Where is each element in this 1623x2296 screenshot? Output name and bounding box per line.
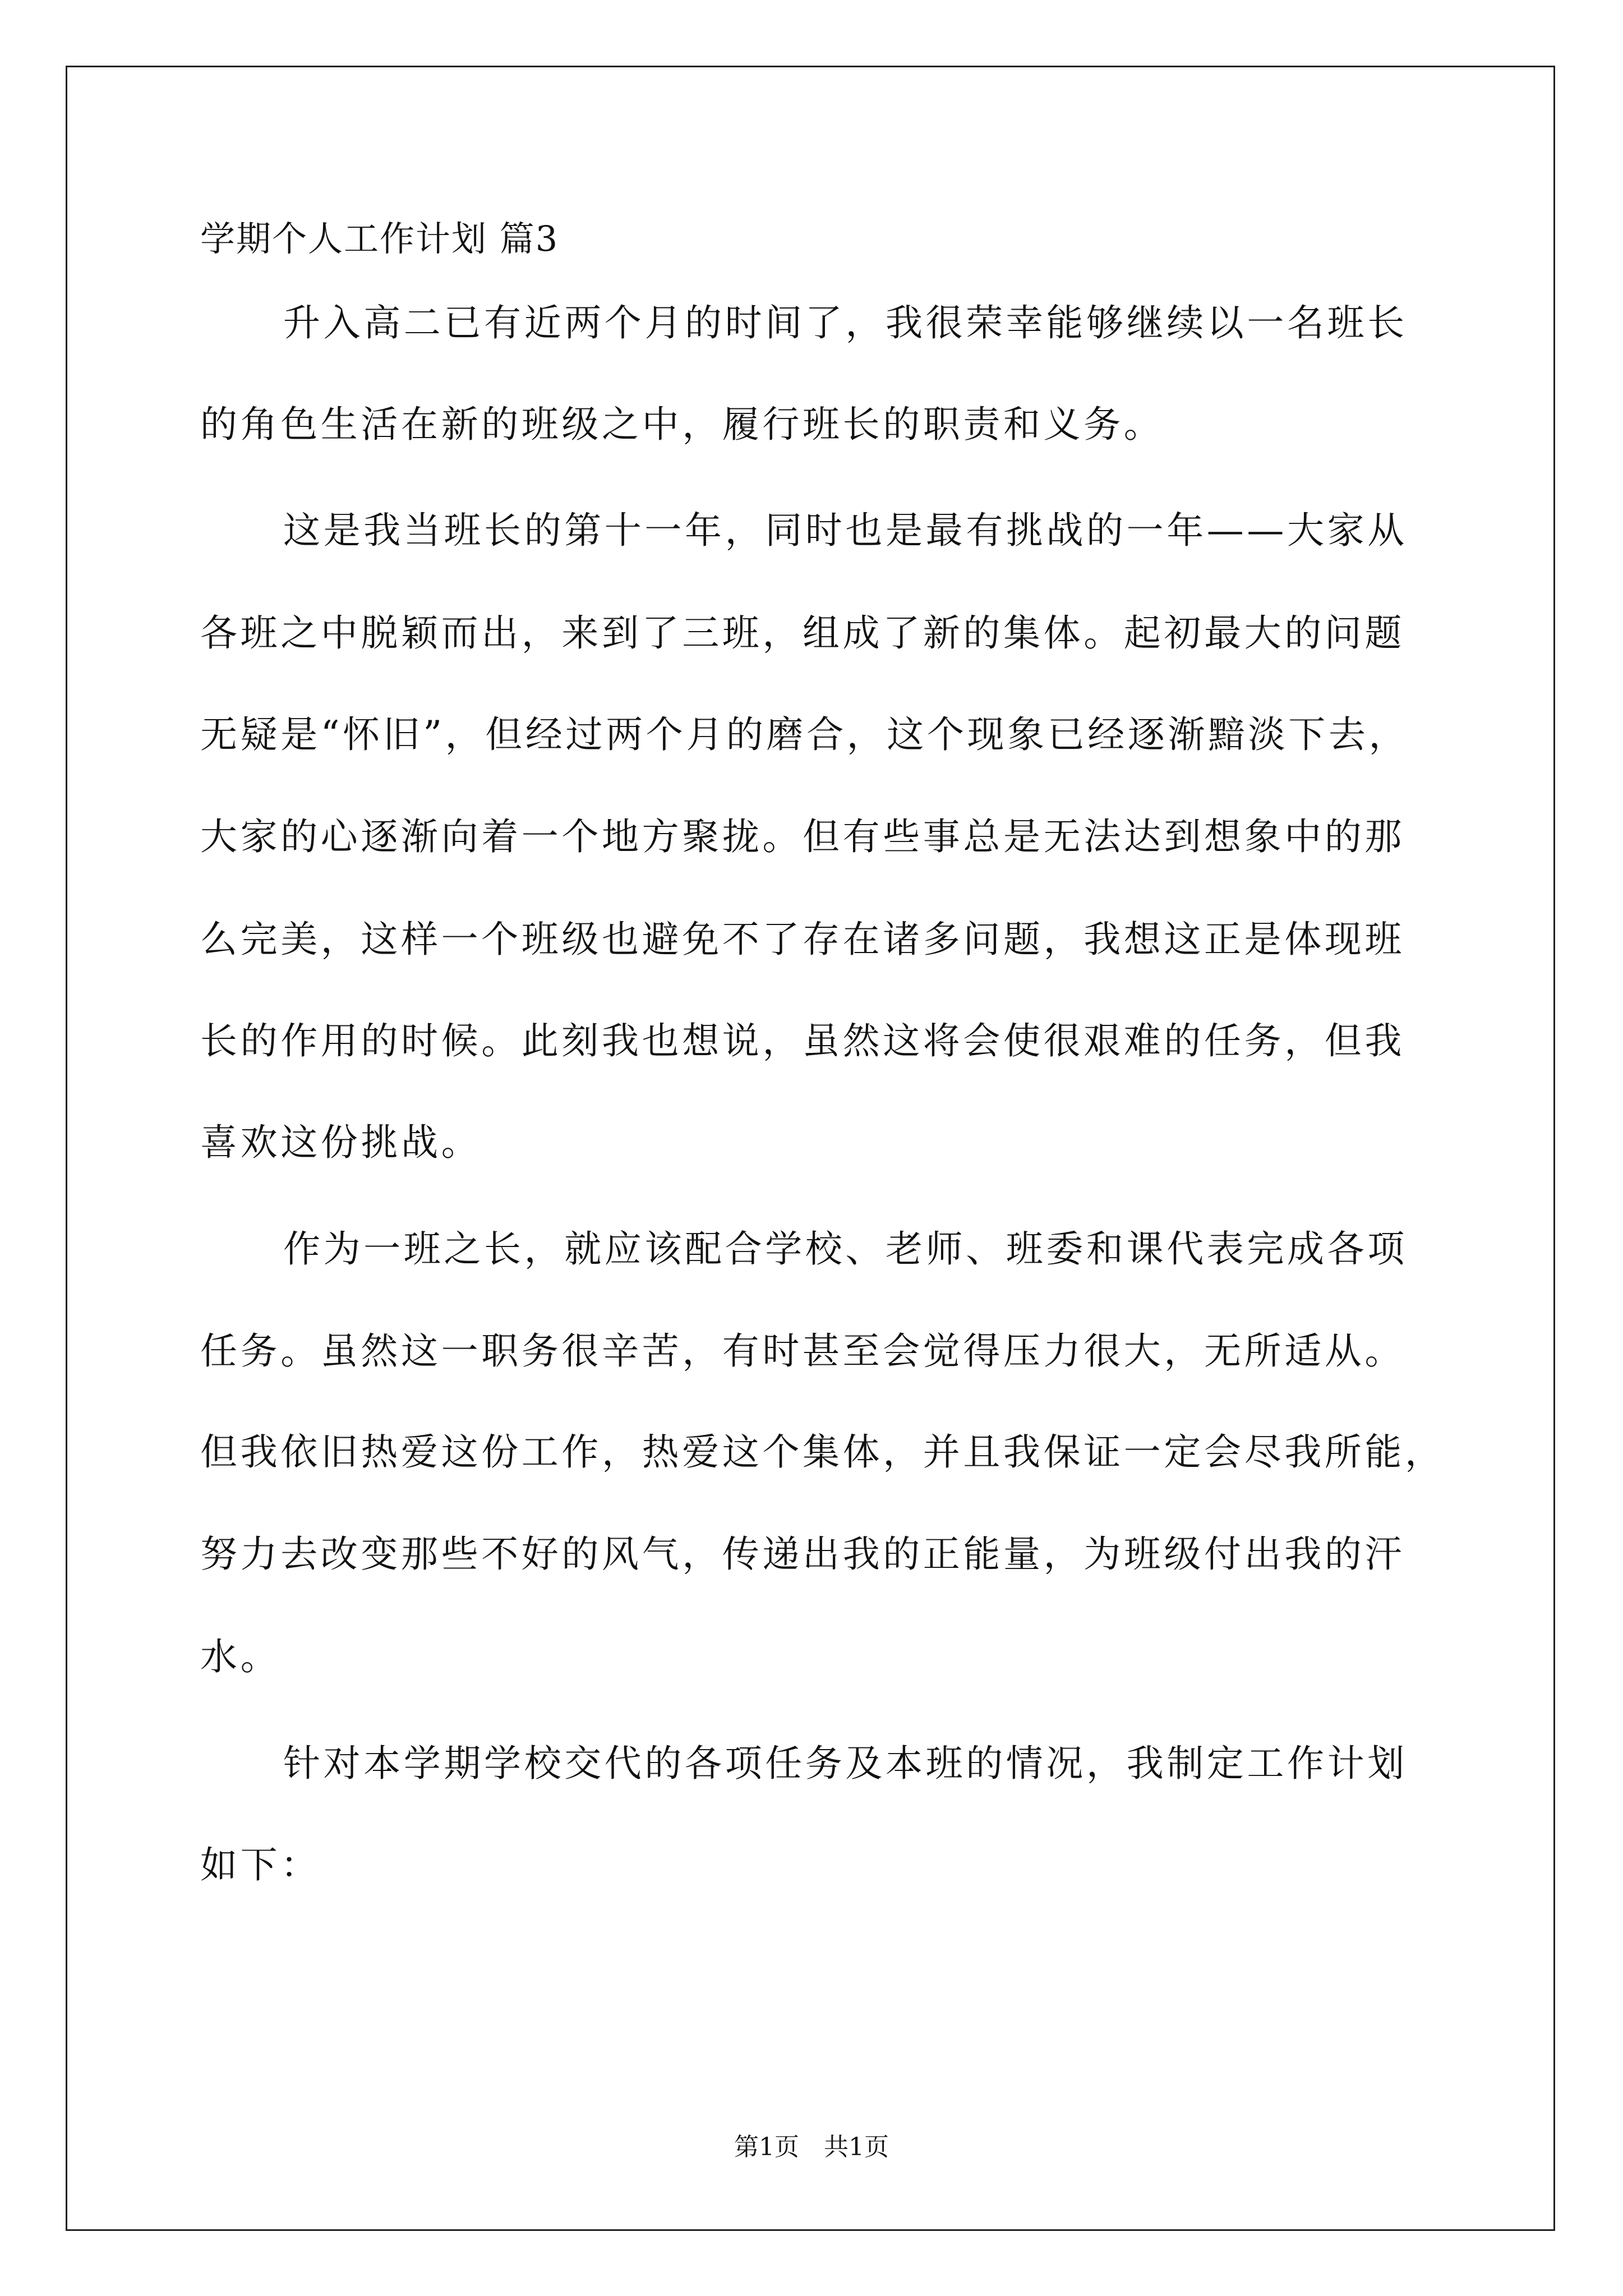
body-line: 如下： — [200, 1843, 321, 1887]
body-line: 么完美，这样一个班级也避免不了存在诸多问题，我想这正是体现班 — [200, 918, 1405, 961]
body-line: 大家的心逐渐向着一个地方聚拢。但有些事总是无法达到想象中的那 — [200, 815, 1405, 858]
body-line: 长的作用的时候。此刻我也想说，虽然这将会使很艰难的任务，但我 — [200, 1019, 1405, 1062]
body-line: 水。 — [200, 1635, 281, 1678]
body-line: 任务。虽然这一职务很辛苦，有时甚至会觉得压力很大，无所适从。 — [200, 1329, 1405, 1373]
body-line: 升入高二已有近两个月的时间了，我很荣幸能够继续以一名班长 — [283, 301, 1408, 344]
body-line: 无疑是“怀旧”，但经过两个月的磨合，这个现象已经逐渐黯淡下去， — [200, 713, 1409, 756]
page-number-footer: 第1页 共1页 — [734, 2133, 889, 2161]
body-line: 作为一班之长，就应该配合学校、老师、班委和课代表完成各项 — [283, 1227, 1408, 1271]
body-line: 努力去改变那些不好的风气，传递出我的正能量，为班级付出我的汗 — [200, 1533, 1405, 1576]
document-title: 学期个人工作计划 篇3 — [200, 218, 559, 259]
body-line: 的角色生活在新的班级之中，履行班长的职责和义务。 — [200, 403, 1164, 446]
body-line: 各班之中脱颖而出，来到了三班，组成了新的集体。起初最大的问题 — [200, 611, 1405, 655]
body-line: 这是我当班长的第十一年，同时也是最有挑战的一年——大家从 — [283, 509, 1408, 552]
body-line: 但我依旧热爱这份工作，热爱这个集体，并且我保证一定会尽我所能， — [200, 1430, 1445, 1474]
body-line: 喜欢这份挑战。 — [200, 1121, 482, 1164]
body-line: 针对本学期学校交代的各项任务及本班的情况，我制定工作计划 — [283, 1742, 1408, 1785]
